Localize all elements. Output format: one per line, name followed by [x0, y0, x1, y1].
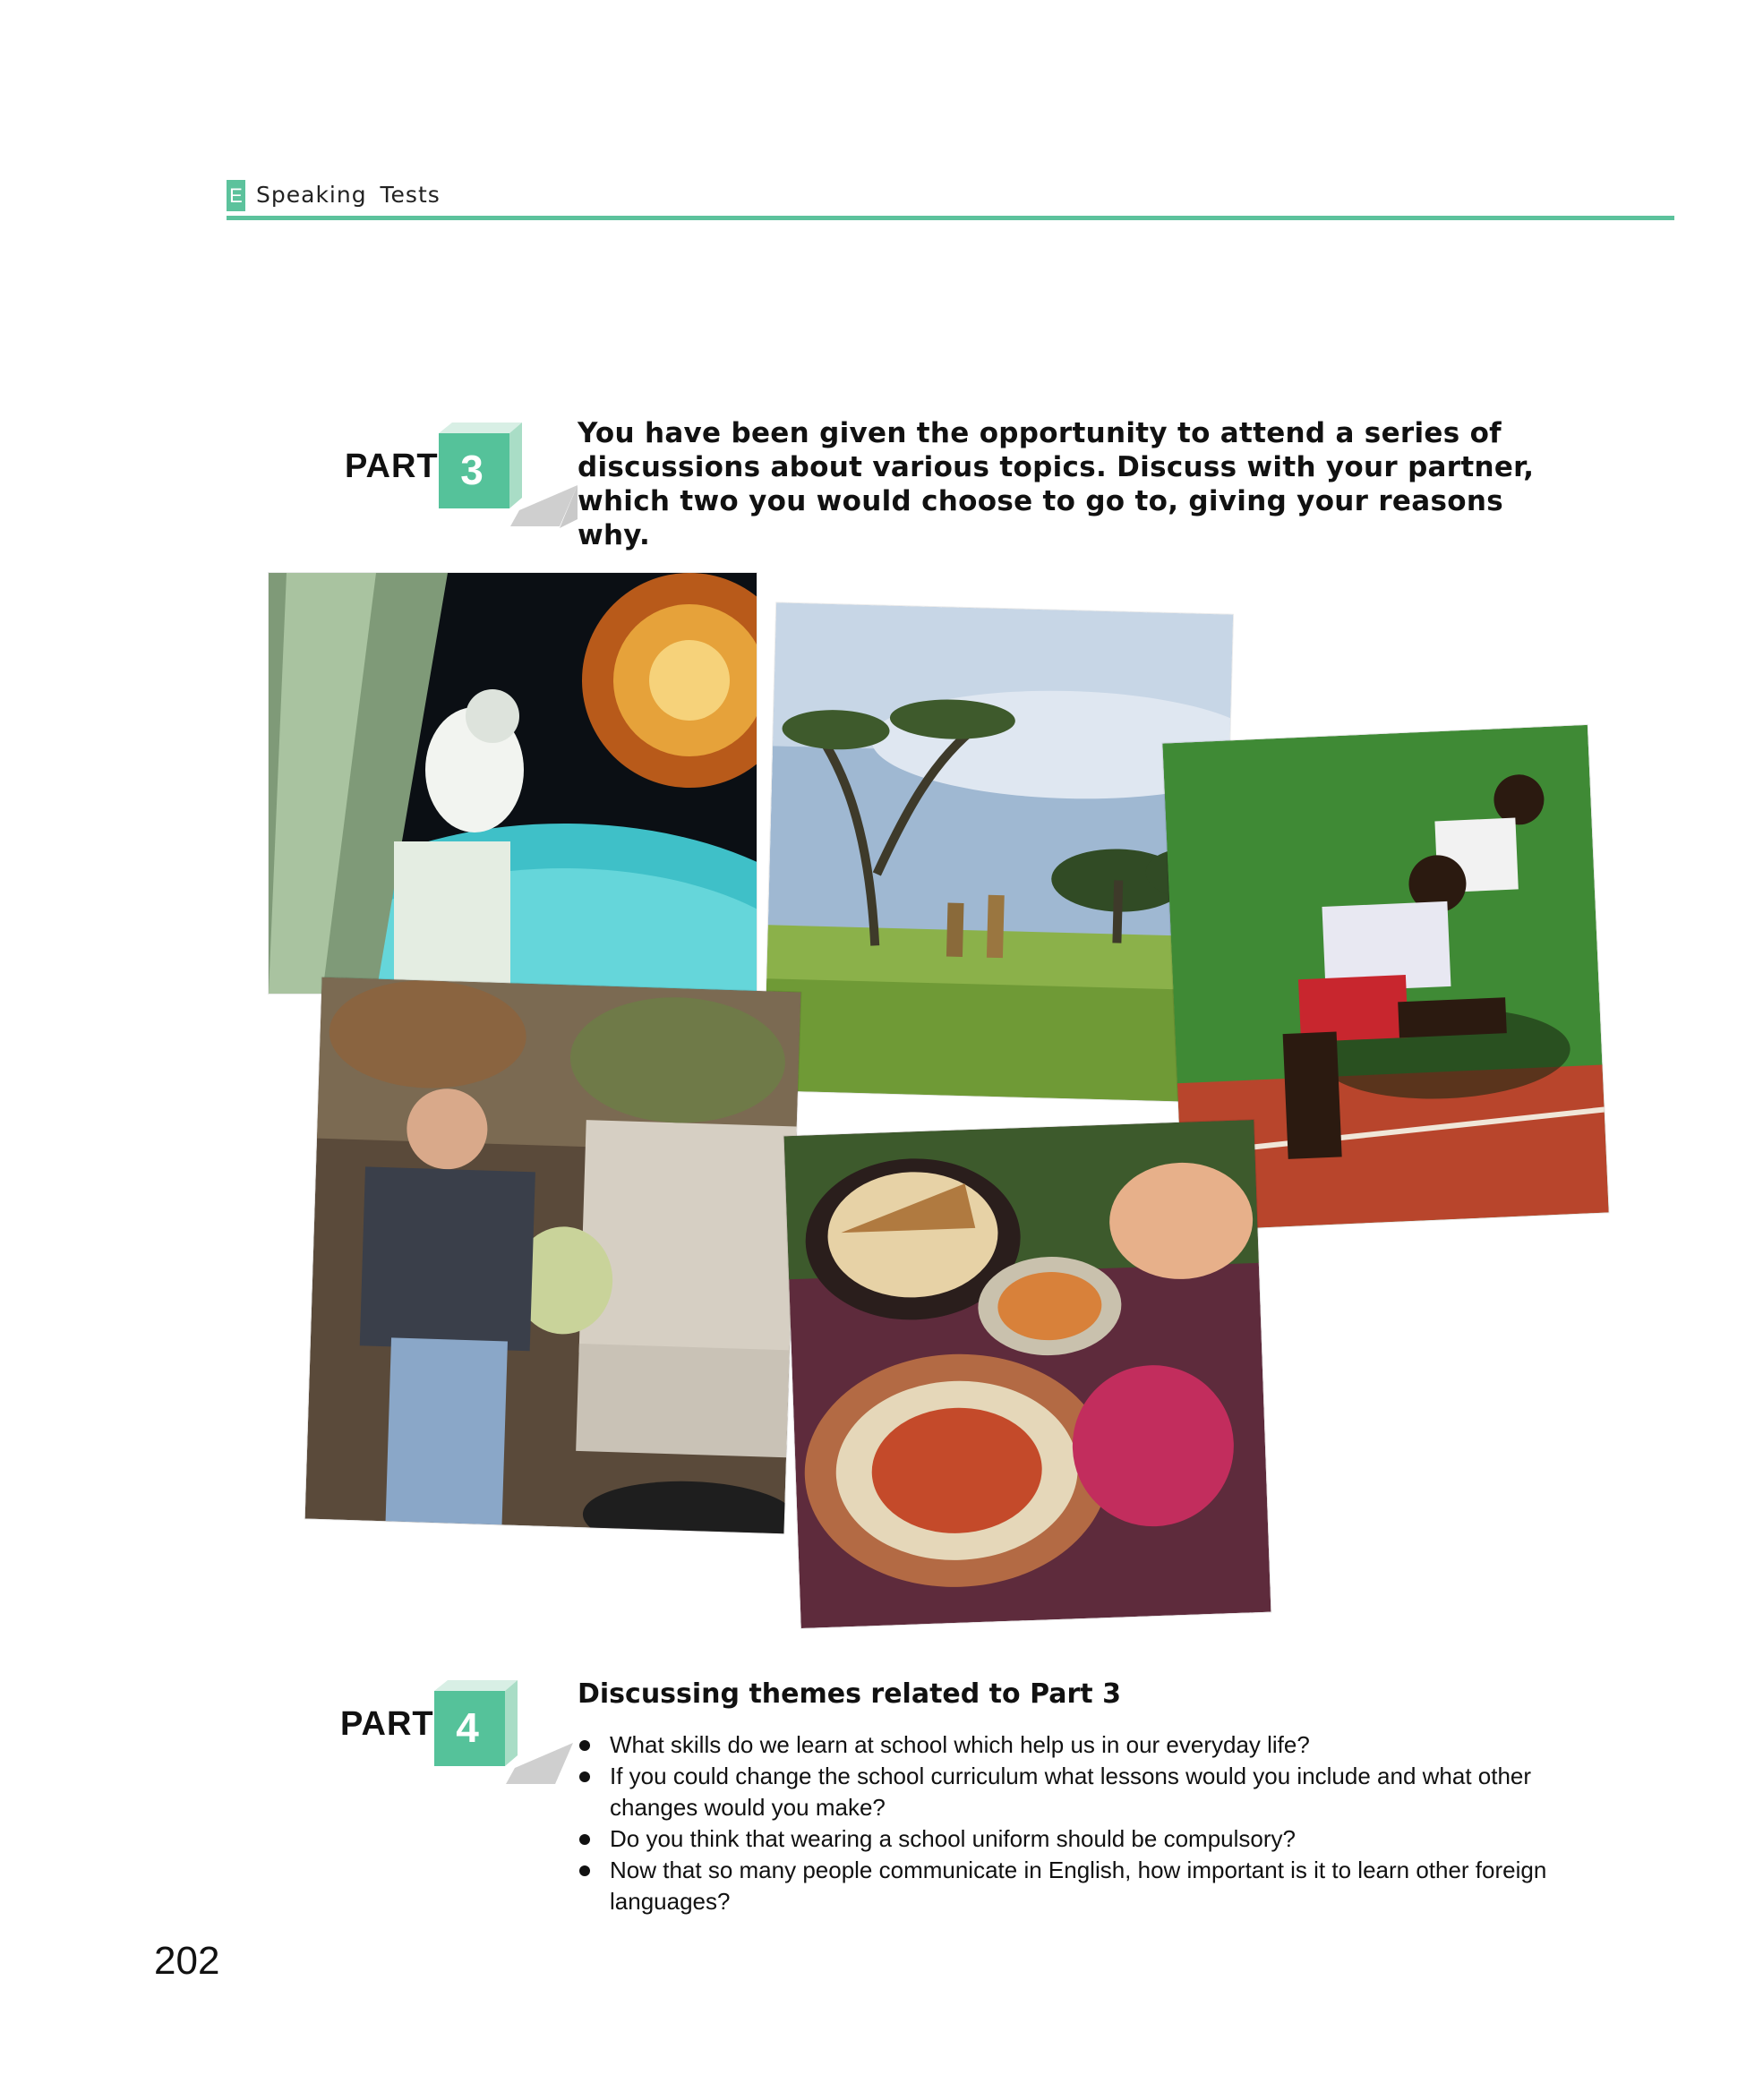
part-number: 4 [456, 1704, 479, 1751]
question-text: What skills do we learn at school which help us in our everyday life? [610, 1731, 1310, 1758]
part-label: PART [345, 448, 439, 485]
part-4-badge [340, 1678, 573, 1786]
list-item [578, 1729, 1562, 1761]
part-3-instruction: You have been given the opportunity to attend a series of discussions about various topics. Discuss with your partner, which two you would choose to go to, giving your reasons why. [578, 417, 1535, 551]
astronaut-in-space-photo [269, 573, 757, 994]
bullet-icon [579, 1834, 590, 1845]
question-text: Do you think that wearing a school uniform should be compulsory? [610, 1825, 1296, 1852]
part-4-heading: Discussing themes related to Part 3 [578, 1678, 1121, 1710]
bullet-icon [579, 1865, 590, 1876]
list-item [578, 1855, 1562, 1917]
part-number: 3 [460, 447, 484, 493]
list-item [578, 1823, 1562, 1855]
list-item [578, 1761, 1562, 1823]
header-rule [227, 216, 1674, 220]
page-number: 202 [154, 1939, 220, 1983]
bullet-icon [579, 1771, 590, 1782]
question-list [578, 1729, 1562, 1917]
part-label: PART [340, 1705, 434, 1743]
section-title: Speaking Tests [256, 182, 441, 208]
florist-with-flowers-photo [305, 977, 801, 1534]
bullet-icon [579, 1740, 590, 1751]
food-dishes-photo [784, 1120, 1271, 1628]
section-tab: E [227, 180, 245, 211]
question-text: Now that so many people communicate in English, how important is it to learn other foreign languages? [610, 1857, 1547, 1915]
question-text: If you could change the school curriculum what lessons would you include and what other changes would you make? [610, 1763, 1532, 1821]
part-3-badge [345, 421, 578, 528]
giraffes-savanna-photo [764, 602, 1233, 1102]
